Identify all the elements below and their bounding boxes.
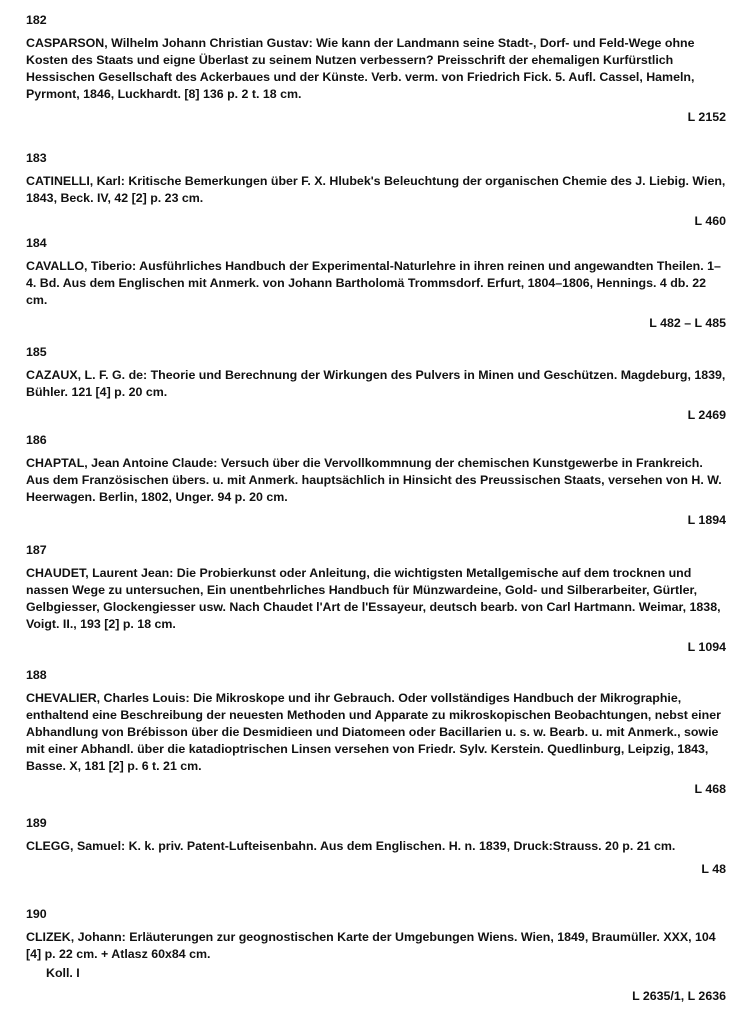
entry-text: CASPARSON, Wilhelm Johann Christian Gustav: Wie kann der Landmann seine Stadt-, Dorf- und Feld-Wege ohne Kosten des Staats und eigne Überlast zu seinem Nutzen verbessern? Preisschrift der ehemaligen Kurfürstlich Hessischen Gesellschaft des Ackerbaues und der Künste. Verb. verm. von Friedrich Fick. 5. Aufl. Cassel, Hameln, Pyrmont, 1846, Luckhardt. [8] 136 p. 2 t. 18 cm. — [26, 36, 695, 101]
shelf-signature: L 2635/1, L 2636 — [632, 989, 726, 1003]
shelf-signature: L 482 – L 485 — [649, 316, 726, 330]
catalog-entry — [26, 235, 726, 332]
entry-number: 182 — [26, 13, 47, 27]
catalog-entry — [26, 667, 726, 798]
entry-text: CLEGG, Samuel: K. k. priv. Patent-Lufteisenbahn. Aus dem Englischen. H. n. 1839, Druck:Strauss. 20 p. 21 cm. — [26, 839, 676, 853]
entry-text: CHEVALIER, Charles Louis: Die Mikroskope und ihr Gebrauch. Oder vollständiges Handbuch der Mikrographie, enthaltend eine Beschreibung der neuesten Methoden und Apparate zu mikroskopischen Beobachtungen, nebst einer Abhandlung von Brébisson über die Desmidieen und Diatomeen oder Bacillarien u. s. w. Bearb. u. mit Anmerk., sowie mit einer Abhandl. über die katadioptrischen Linsen versehen von Friedr. Sylv. Kerstein. Quedlinburg, Leipzig, 1843, Basse. X, 181 [2] p. 6 t. 21 cm. — [26, 691, 721, 773]
entry-text: CLIZEK, Johann: Erläuterungen zur geognostischen Karte der Umgebungen Wiens. Wien, 1849, Braumüller. XXX, 104 [4] p. 22 cm. + Atlasz 60x84 cm. — [26, 930, 716, 961]
entry-text: CHAUDET, Laurent Jean: Die Probierkunst oder Anleitung, die wichtigsten Metallgemische auf dem trocknen und nassen Wege zu untersuchen, Ein unentbehrliches Handbuch für Münzwardeine, Gold- und Silberarbeiter, Gürtler, Gelbgiesser, Glockengiesser usw. Nach Chaudet l'Art de l'Essayeur, deutsch bearb. von Carl Hartmann. Weimar, 1838, Voigt. II., 193 [2] p. 18 cm. — [26, 566, 721, 631]
entry-number: 186 — [26, 433, 47, 447]
shelf-signature: L 2152 — [687, 110, 726, 124]
shelf-signature: L 2469 — [687, 408, 726, 422]
catalog-entry — [26, 12, 726, 126]
entry-number: 190 — [26, 907, 47, 921]
entry-number: 184 — [26, 236, 47, 250]
entry-number: 188 — [26, 668, 47, 682]
entry-text: CATINELLI, Karl: Kritische Bemerkungen über F. X. Hlubek's Beleuchtung der organischen Chemie des J. Liebig. Wien, 1843, Beck. IV, 42 [2] p. 23 cm. — [26, 174, 726, 205]
shelf-signature: L 1094 — [687, 640, 726, 654]
shelf-signature: L 1894 — [687, 513, 726, 527]
entry-number: 185 — [26, 345, 47, 359]
catalog-entry — [26, 150, 726, 230]
catalog-entry — [26, 542, 726, 656]
shelf-signature: L 460 — [694, 214, 726, 228]
collection-note: Koll. I — [46, 966, 80, 980]
entry-text: CHAPTAL, Jean Antoine Claude: Versuch über die Vervollkommnung der chemischen Kunstgewerbe in Frankreich. Aus dem Französischen übers. u. mit Anmerk. hauptsächlich in Hinsicht des Preussischen Staats, versehen von H. W. Heerwagen. Berlin, 1802, Unger. 94 p. 20 cm. — [26, 456, 722, 504]
catalog-entry — [26, 906, 726, 1005]
shelf-signature: L 48 — [701, 862, 726, 876]
entry-number: 187 — [26, 543, 47, 557]
entry-text: CAVALLO, Tiberio: Ausführliches Handbuch der Experimental-Naturlehre in ihren reinen und angewandten Theilen. 1–4. Bd. Aus dem Englischen mit Anmerk. von Johann Bartholomä Trommsdorf. Erfurt, 1804–1806, Hennings. 4 db. 22 cm. — [26, 259, 721, 307]
entry-number: 183 — [26, 151, 47, 165]
catalog-entry — [26, 815, 726, 878]
shelf-signature: L 468 — [694, 782, 726, 796]
entry-text: CAZAUX, L. F. G. de: Theorie und Berechnung der Wirkungen des Pulvers in Minen und Geschützen. Magdeburg, 1839, Bühler. 121 [4] p. 20 cm. — [26, 368, 726, 399]
entry-number: 189 — [26, 816, 47, 830]
catalog-entry — [26, 344, 726, 424]
catalog-entry — [26, 432, 726, 529]
